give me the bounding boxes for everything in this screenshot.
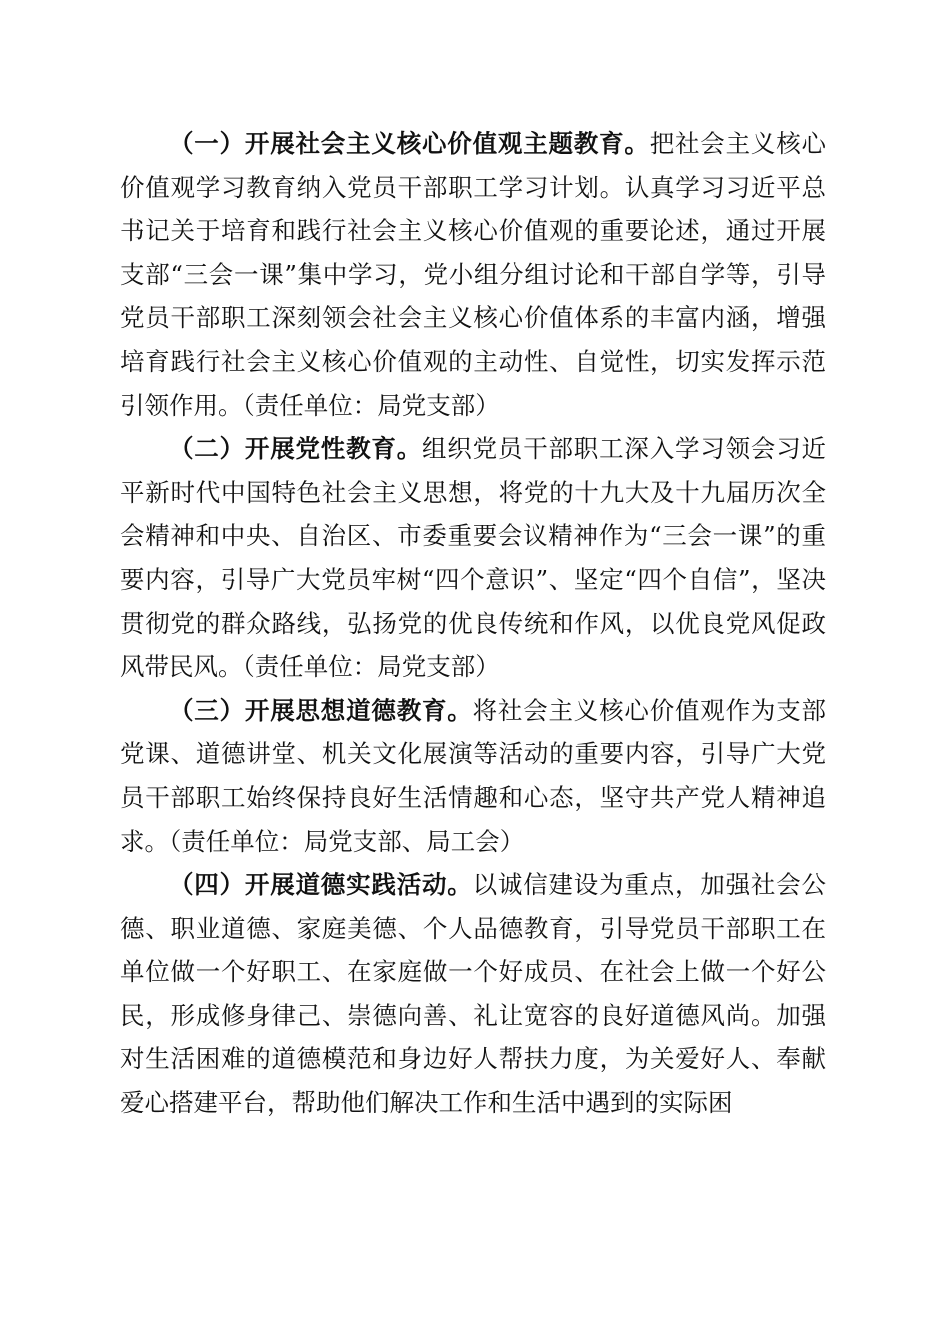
- paragraph-4-body: 以诚信建设为重点，加强社会公德、职业道德、家庭美德、个人品德教育，引导党员干部职工在单位做一个好职工、在家庭做一个好成员、在社会上做一个好公民，形成修身律己、崇德向善、礼让宽容的良好道德风尚。加强对生活困难的道德模范和身边好人帮扶力度，为关爱好人、奉献爱心搭建平台，帮助他们解决工作和生活中遇到的实际困: [120, 870, 827, 1118]
- document-page: [120, 122, 826, 1125]
- paragraph-2-body: 组织党员干部职工深入学习领会习近平新时代中国特色社会主义思想，将党的十九大及十九届历次全会精神和中央、自治区、市委重要会议精神作为“三会一课”的重要内容，引导广大党员牢树“四个意识”、坚定“四个自信”，坚决贯彻党的群众路线，弘扬党的优良传统和作风，以优良党风促政风带民风。（责任单位：局党支部）: [120, 434, 826, 682]
- paragraph-3-body: 将社会主义核心价值观作为支部党课、道德讲堂、机关文化展演等活动的重要内容，引导广大党员干部职工始终保持良好生活情趣和心态，坚守共产党人精神追求。（责任单位：局党支部、局工会）: [120, 695, 827, 856]
- paragraph-1-body: 把社会主义核心价值观学习教育纳入党员干部职工学习计划。认真学习习近平总书记关于培育和践行社会主义核心价值观的重要论述，通过开展支部“三会一课”集中学习，党小组分组讨论和干部自学等，引导党员干部职工深刻领会社会主义核心价值体系的丰富内涵，增强培育践行社会主义核心价值观的主动性、自觉性，切实发挥示范引领作用。（责任单位：局党支部）: [120, 129, 827, 420]
- paragraph-4-heading: （四）开展道德实践活动。: [169, 870, 473, 900]
- paragraph-2: [120, 427, 826, 689]
- paragraph-1-heading: （一）开展社会主义核心价值观主题教育。: [169, 129, 650, 158]
- paragraph-3-heading: （三）开展思想道德教育。: [169, 695, 473, 725]
- paragraph-2-heading: （二）开展党性教育。: [169, 434, 422, 464]
- paragraph-4: [120, 863, 826, 1125]
- paragraph-3: [120, 689, 826, 863]
- paragraph-1: [120, 122, 826, 427]
